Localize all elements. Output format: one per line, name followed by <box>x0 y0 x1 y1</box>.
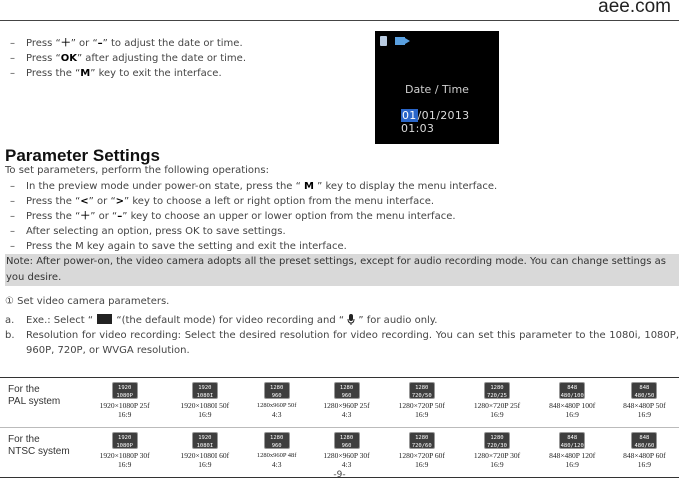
resolution-icon: 1280 960 <box>334 432 360 449</box>
aspect-ratio: 4:3 <box>341 460 352 469</box>
resolution-caption: 1280×960P 30f <box>323 451 370 460</box>
header-divider <box>0 20 679 21</box>
date-time-label: Date / Time <box>405 83 469 96</box>
aspect-ratio: 16:9 <box>117 410 132 419</box>
aspect-ratio: 16:9 <box>637 460 652 469</box>
resolution-icon: 1920 1080I <box>192 432 218 449</box>
aspect-ratio: 4:3 <box>271 410 282 419</box>
resolution-caption: 1280x960P 48f <box>256 452 297 459</box>
resolution-icon: 1280 960 <box>334 382 360 399</box>
step-exit: – Press the “M” key to exit the interface. <box>10 68 222 79</box>
resolution-icon: 1280 960 <box>264 382 290 399</box>
row-label: For the PAL system <box>8 384 61 407</box>
param-step-menu: – In the preview mode under power-on state, press the “ M ” key to display the menu interface. <box>10 181 498 192</box>
param-step-save: – After selecting an option, press OK to save settings. <box>10 226 286 237</box>
video-mode-icon <box>97 314 112 324</box>
param-step-left-right: – Press the “<” or “>” key to choose a left or right option from the menu interface. <box>10 196 435 207</box>
section-title: Parameter Settings <box>5 146 160 165</box>
aspect-ratio: 4:3 <box>341 410 352 419</box>
sub-heading: ① Set video camera parameters. <box>5 296 170 307</box>
aspect-ratio: 16:9 <box>637 410 652 419</box>
resolution-caption: 1280x960P 50f <box>256 402 297 409</box>
param-step-up-down: – Press the “＋” or “–” key to choose an upper or lower option from the menu interface. <box>10 211 456 222</box>
settings-items <box>5 313 679 358</box>
resolution-caption: 848×480P 60f <box>623 451 666 460</box>
battery-icon <box>380 36 387 46</box>
resolution-caption: 1920×1080P 25f <box>99 401 150 410</box>
resolution-cell <box>535 378 610 428</box>
resolution-icon: 1280 720/30 <box>484 432 510 449</box>
aspect-ratio: 16:9 <box>198 460 212 469</box>
resolution-table <box>0 377 679 478</box>
resolution-icon: 1920 1080P <box>112 432 138 449</box>
parameter-steps <box>10 179 497 254</box>
resolution-icon: 1920 1080P <box>112 382 138 399</box>
resolution-cell <box>165 378 244 428</box>
step-adjust: – Press “＋” or “–” to adjust the date or time. <box>10 38 243 49</box>
resolution-caption: 1280×720P 25f <box>473 401 521 410</box>
aspect-ratio: 4:3 <box>271 460 282 469</box>
date-time-steps <box>10 36 246 81</box>
brand-header: aee.com <box>598 0 671 17</box>
resolution-icon: 848 480/60 <box>631 432 657 449</box>
aspect-ratio: 16:9 <box>565 410 579 419</box>
resolution-icon: 1280 960 <box>264 432 290 449</box>
resolution-row <box>0 378 679 428</box>
camera-screen <box>375 31 499 144</box>
resolution-caption: 1920×1080I 50f <box>180 401 230 410</box>
item-b: b. Resolution for video recording: Select the desired resolution for video recording. You can set this parameter to the 1080i, 1080P, 960P, 720P, or WVGA resolution. <box>5 330 679 356</box>
resolution-cell <box>459 378 534 428</box>
aspect-ratio: 16:9 <box>415 460 429 469</box>
resolution-caption: 848×480P 120f <box>549 451 596 460</box>
aspect-ratio: 16:9 <box>198 410 212 419</box>
aspect-ratio: 16:9 <box>565 460 579 469</box>
resolution-caption: 1280×720P 60f <box>398 451 445 460</box>
resolution-icon: 848 480/120 <box>559 432 585 449</box>
resolution-caption: 848×480P 50f <box>623 401 666 410</box>
resolution-icon: 848 480/50 <box>631 382 657 399</box>
note-box: Note: After power-on, the video camera adopts all the preset settings, except for audio recording mode. You can change settings as you desire. <box>5 254 679 286</box>
resolution-icon: 848 480/100 <box>559 382 585 399</box>
aspect-ratio: 16:9 <box>117 460 132 469</box>
item-a: a. Exe.: Select “ “(the default mode) for video recording and “ ” for audio only. <box>5 315 438 326</box>
aspect-ratio: 16:9 <box>490 410 504 419</box>
resolution-caption: 1280×960P 25f <box>323 401 370 410</box>
video-camera-icon <box>395 37 405 45</box>
row-label: For the NTSC system <box>0 428 84 478</box>
param-step-exit: – Press the M key again to save the setting and exit the interface. <box>10 241 347 252</box>
page-number: -9- <box>333 470 346 480</box>
resolution-icon: 1920 1080I <box>192 382 218 399</box>
resolution-caption: 1280×720P 50f <box>398 401 445 410</box>
resolution-cell <box>84 378 165 428</box>
resolution-cell <box>610 378 679 428</box>
resolution-caption: 1920×1080P 30f <box>99 451 150 460</box>
resolution-cell <box>244 378 309 428</box>
resolution-icon: 1280 720/60 <box>409 432 435 449</box>
section-intro: To set parameters, perform the following operations: <box>5 165 269 176</box>
resolution-icon: 1280 720/50 <box>409 382 435 399</box>
aspect-ratio: 16:9 <box>490 460 504 469</box>
resolution-cell <box>384 378 459 428</box>
resolution-caption: 1920×1080I 60f <box>180 451 230 460</box>
date-time-value: 01/01/2013 01:03 <box>401 109 470 135</box>
resolution-icon: 1280 720/25 <box>484 382 510 399</box>
aspect-ratio: 16:9 <box>415 410 429 419</box>
resolution-caption: 1280×720P 30f <box>473 451 521 460</box>
resolution-cell <box>309 378 384 428</box>
step-ok: – Press “OK” after adjusting the date or time. <box>10 53 246 64</box>
resolution-caption: 848×480P 100f <box>549 401 596 410</box>
